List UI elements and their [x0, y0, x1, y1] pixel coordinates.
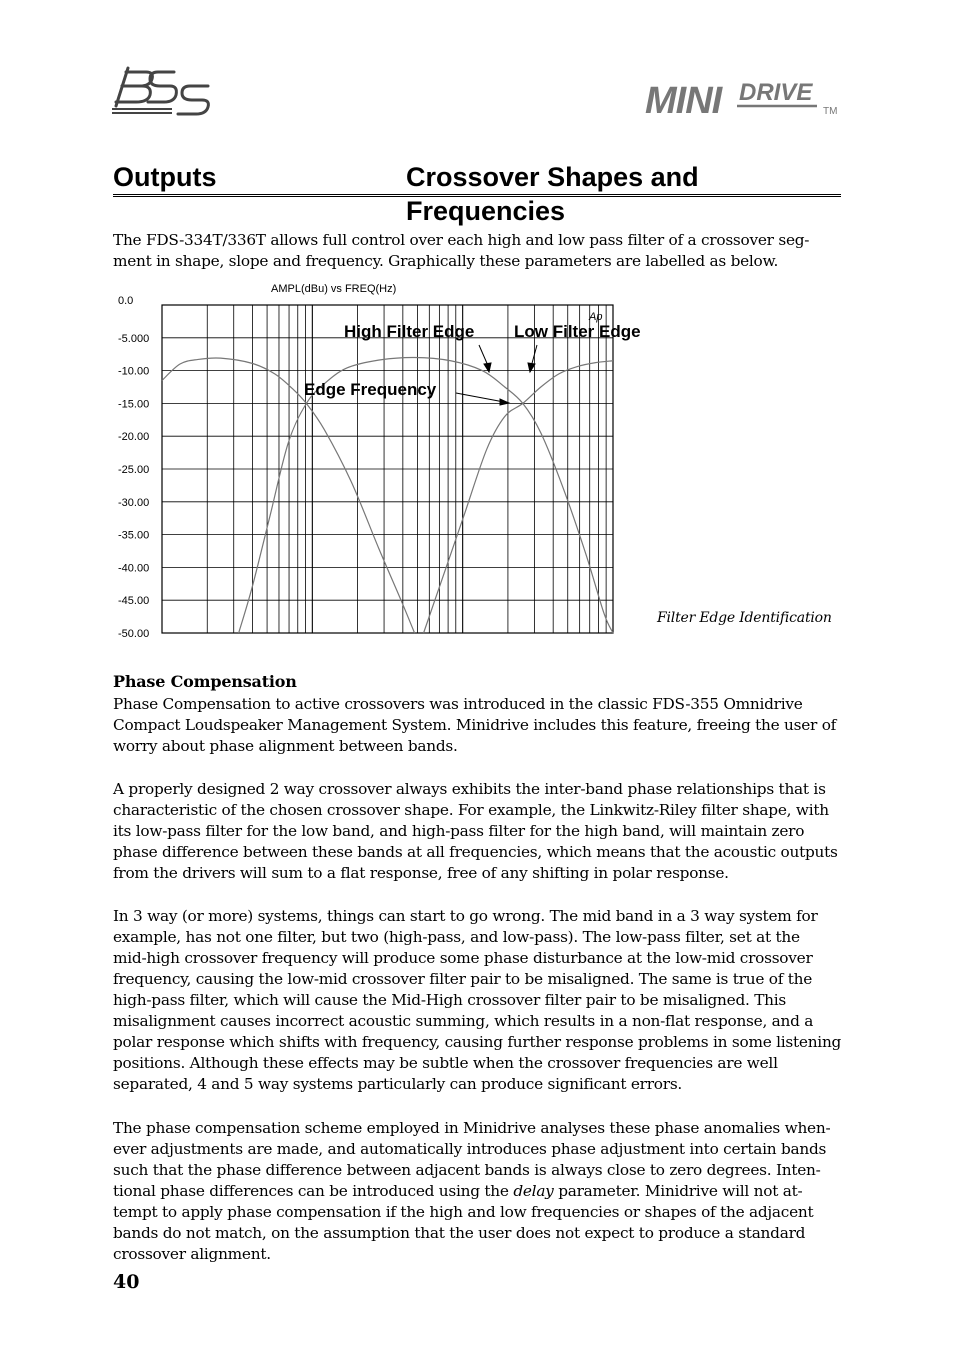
text-fragment: parameter. Minidrive will not at-: [553, 1182, 803, 1200]
text-line: mid-high crossover frequency will produce some phase disturbance at the low-mid crossover: [113, 949, 813, 967]
bss-logo: [112, 66, 216, 116]
delay-term: delay: [513, 1182, 554, 1200]
intro-line: ment in shape, slope and frequency. Graphically these parameters are labelled as below.: [113, 252, 779, 270]
text-line: Phase Compensation to active crossovers was introduced in the classic FDS-355 Omnidrive: [113, 695, 803, 713]
annotation-arrows: [456, 345, 537, 405]
y-axis-ticks: [118, 295, 149, 640]
y-tick-label: -35.00: [118, 529, 150, 542]
edge-frequency-label: Edge Frequency: [304, 380, 437, 399]
chart-corner-label: Ap: [589, 311, 603, 323]
text-line: crossover alignment.: [113, 1245, 271, 1263]
text-line: frequency, causing the low-mid crossover filter pair to be misaligned. The same is true of the: [113, 970, 813, 988]
phase-subheading: Phase Compensation: [113, 672, 297, 691]
text-line: worry about phase alignment between bands.: [113, 737, 458, 755]
y-tick-label: -25.00: [118, 464, 150, 476]
filter-edge-chart: [110, 280, 655, 640]
text-line: polar response which shifts with frequency, causing further response problems in some listening: [113, 1033, 842, 1051]
heading-outputs: Outputs: [113, 162, 217, 192]
response-curve: [162, 358, 415, 633]
y-tick-label: -10.00: [118, 365, 150, 378]
text-line: ever adjustments are made, and automatically introduces phase adjustment into certain bands: [113, 1140, 827, 1158]
phase-paragraph-2: [113, 779, 841, 884]
chart-grid: [162, 305, 613, 633]
text-line: A properly designed 2 way crossover always exhibits the inter-band phase relationships that is: [113, 780, 826, 798]
minidrive-logo: [645, 76, 845, 120]
heading-crossover: Crossover Shapes and Frequencies: [406, 162, 699, 226]
minidrive-logo-tm: TM: [823, 106, 838, 117]
intro-line: The FDS-334T/336T allows full control over each high and low pass filter of a crossover seg-: [113, 231, 810, 249]
minidrive-logo-mini: MINI: [645, 80, 722, 120]
y-tick-label: -5.000: [118, 332, 150, 345]
page-number: 40: [113, 1271, 140, 1293]
chart-title: AMPL(dBu) vs FREQ(Hz): [271, 283, 397, 295]
text-line: its low-pass filter for the low band, and high-pass filter for the high band, will maintain zero: [113, 822, 805, 840]
minidrive-logo-drive: DRIVE: [739, 79, 813, 106]
y-tick-label: -30.00: [118, 496, 150, 509]
y-tick-label: -15.00: [118, 398, 150, 411]
text-fragment: tional phase differences can be introduced using the: [113, 1182, 514, 1200]
text-line: such that the phase difference between adjacent bands is always close to zero degrees. Inten-: [113, 1161, 821, 1179]
text-line: example, has not one filter, but two (high-pass, and low-pass). The low-pass filter, set at the: [113, 928, 800, 946]
text-line: [113, 1181, 841, 1202]
section-heading: [113, 160, 841, 226]
text-line: positions. Although these effects may be subtle when the crossover frequencies are well: [113, 1054, 778, 1072]
text-line: phase difference between these bands at all frequencies, which means that the acoustic outputs: [113, 843, 838, 861]
text-line: misalignment causes incorrect acoustic summing, which results in a non-flat response, and a: [113, 1012, 814, 1030]
text-line: bands do not match, on the assumption that the user does not expect to produce a standard: [113, 1224, 806, 1242]
text-line: In 3 way (or more) systems, things can start to go wrong. The mid band in a 3 way system for: [113, 907, 818, 925]
text-line: separated, 4 and 5 way systems particularly can produce significant errors.: [113, 1075, 683, 1093]
y-tick-label: -50.00: [118, 628, 150, 640]
high-filter-edge-label: High Filter Edge: [344, 322, 475, 341]
y-tick-label: -45.00: [118, 595, 150, 608]
text-line: high-pass filter, which will cause the Mid-High crossover filter pair to be misaligned. This: [113, 991, 787, 1009]
text-line: tempt to apply phase compensation if the high and low frequencies or shapes of the adjacent: [113, 1203, 814, 1221]
y-tick-label: -20.00: [118, 431, 150, 444]
phase-paragraph-4: [113, 1118, 841, 1265]
phase-paragraph-3: [113, 906, 841, 1095]
phase-paragraph-1: [113, 694, 841, 757]
y-tick-label: -40.00: [118, 562, 150, 575]
text-line: Compact Loudspeaker Management System. Minidrive includes this feature, freeing the user of: [113, 716, 837, 734]
intro-paragraph: [113, 230, 841, 272]
y-tick-label: 0.0: [118, 295, 134, 307]
response-curve: [424, 361, 613, 633]
text-line: characteristic of the chosen crossover shape. For example, the Linkwitz-Riley filter shape, with: [113, 801, 829, 819]
text-line: The phase compensation scheme employed in Minidrive analyses these phase anomalies when-: [113, 1119, 831, 1137]
low-filter-edge-label: Low Filter Edge: [514, 322, 641, 341]
text-line: from the drivers will sum to a flat response, free of any shifting in polar response.: [113, 864, 729, 882]
figure-caption: Filter Edge Identification: [657, 610, 832, 626]
